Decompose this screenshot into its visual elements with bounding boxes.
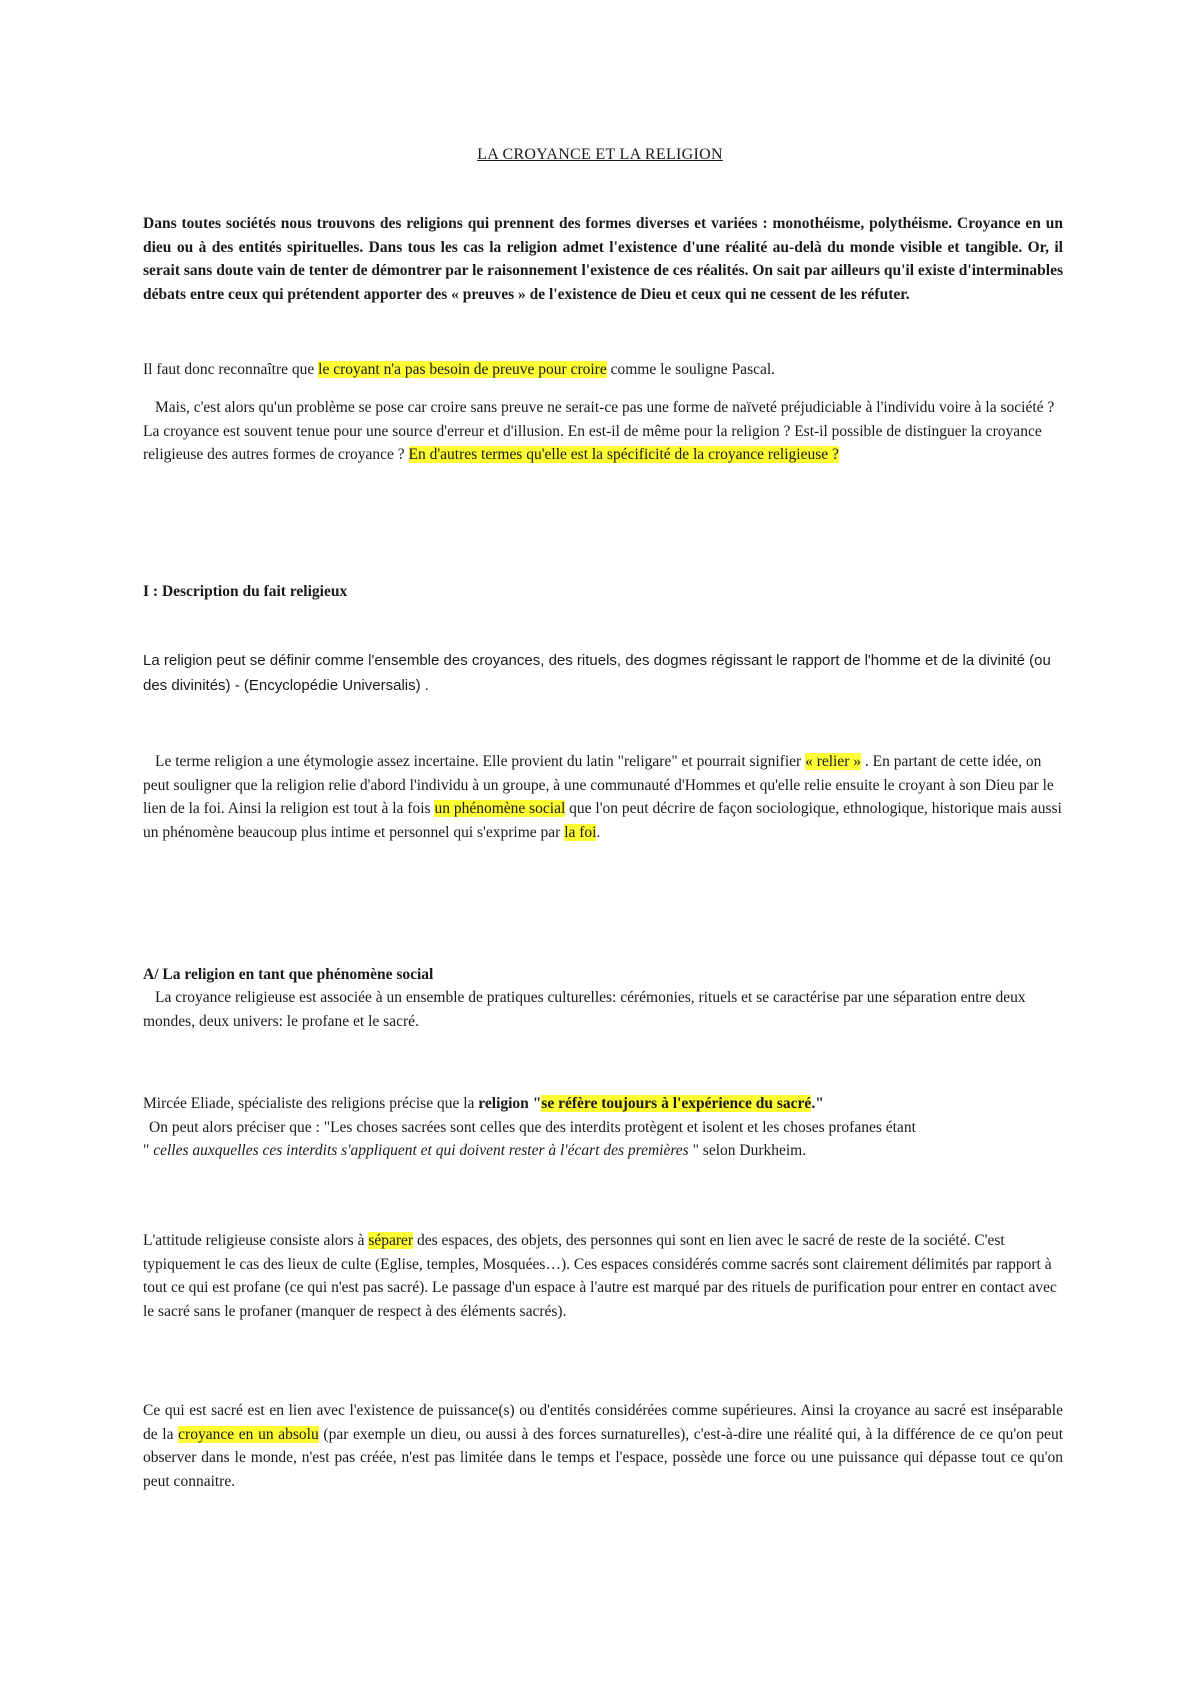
text-segment: Mircée Eliade, spécialiste des religions précise que la — [143, 1095, 479, 1112]
highlighted-text: un phénomène social — [434, 800, 566, 817]
text-segment: que l'on peut décrire de façon sociologique, ethnologique, historique mais aussi un phénomène beaucoup plus intime et personnel qui s'exprime par — [143, 800, 1062, 841]
highlighted-text: séparer — [368, 1232, 414, 1249]
text-segment: Mais, c'est alors qu'un problème se pose car croire sans preuve ne serait-ce pas une forme de naïveté préjudiciable à l'individu voire à la société ? La croyance est souvent tenue pour une source d'erreur et d'illusion. En est-il de même pour la religion ? Est-il possible de distinguer la croyance religieuse des autres formes de croyance ? — [143, 399, 1055, 463]
text-segment: " — [528, 1095, 542, 1112]
highlighted-text: En d'autres termes qu'elle est la spécificité de la croyance religieuse ? — [408, 446, 839, 463]
durkheim-quote-line — [143, 1139, 1063, 1163]
highlighted-text: croyance en un absolu — [178, 1425, 319, 1443]
text-segment: des espaces, des objets, des personnes qui sont en lien avec le sacré de reste de la société. C'est typiquement le cas des lieux de culte (Eglise, temples, Mosquées…). Ces espaces considérés comme sacrés sont clairement délimités par rapport à tout ce qui est profane (ce qui n'est pas sacré). Le passage d'un espace à l'autre est marqué par des rituels de purification pour entrer en contact avec le sacré sans le profaner (manquer de respect à des éléments sacrés). — [143, 1232, 1057, 1320]
paragraph-problem — [143, 396, 1063, 467]
text-segment: (par exemple un dieu, ou aussi à des forces surnaturelles), c'est-à-dire une réalité qui, à la différence de ce qu'on peut observer dans le monde, n'est pas créée, n'est pas limitée dans le temps et l'espace, possède une force ou une puissance qui dépasse tout ce qu'on peut connaitre. — [143, 1425, 1063, 1490]
paragraph-separation — [143, 1229, 1063, 1323]
intro-paragraph: Dans toutes sociétés nous trouvons des religions qui prennent des formes diverses et variées : monothéisme, polythéisme. Croyance en un dieu ou à des entités spirituelles. Dans tous les cas la religion admet l'existence d'une réalité au-delà du monde visible et tangible. Or, il serait sans doute vain de tenter de démontrer par le raisonnement l'existence de ces réalités. On sait par ailleurs qu'il existe d'interminables débats entre ceux qui prétendent apporter des « preuves » de l'existence de Dieu et ceux qui ne cessent de les réfuter. — [143, 215, 1063, 303]
highlighted-text: se réfère toujours à l'expérience du sacré — [541, 1095, 812, 1112]
highlighted-text: la foi — [564, 823, 597, 841]
text-segment: . En partant de cette idée, on peut souligner que la religion relie d'abord l'individu à un groupe, à une communauté d'Hommes et qu'elle relie ensuite le croyant à son Dieu par le lien de la foi. Ainsi la religion est tout à la fois — [143, 753, 1054, 817]
text-segment: " selon Durkheim. — [692, 1142, 807, 1159]
text-segment: Le terme religion a une étymologie assez incertaine. Elle provient du latin "religare" et pourrait signifier — [155, 753, 806, 770]
text-segment: ." — [811, 1095, 824, 1112]
italic-text: celles auxquelles ces interdits s'appliquent et qui doivent rester à l'écart des premières — [149, 1142, 693, 1159]
paragraph-social — [143, 986, 1063, 1033]
paragraph-pascal — [143, 358, 1063, 382]
text-segment: Ce qui est sacré est en lien avec l'existence de puissance(s) ou d'entités considérées comme supérieures. Ainsi la croyance au sacré est inséparable de la — [143, 1402, 1063, 1443]
text-segment: Il faut donc reconnaître que — [143, 361, 319, 378]
paragraph-etymology — [143, 750, 1063, 844]
text-segment: La croyance religieuse est associée à un ensemble de pratiques culturelles: cérémonies, rituels et se caractérise par une séparation entre deux mondes, deux univers: le profane et le sacré. — [143, 989, 1026, 1030]
text-segment: On peut alors préciser que : "Les choses sacrées sont celles que des interdits protègent et isolent et les choses profanes étant — [149, 1118, 916, 1136]
document-title: LA CROYANCE ET LA RELIGION — [477, 146, 723, 163]
paragraph-absolute — [143, 1399, 1063, 1493]
bold-text: religion — [478, 1095, 529, 1112]
paragraph-eliade — [143, 1092, 1063, 1163]
section-heading-2: A/ La religion en tant que phénomène social — [143, 966, 434, 983]
highlighted-text: le croyant n'a pas besoin de preuve pour croire — [318, 361, 607, 378]
eliade-line — [143, 1092, 1063, 1116]
paragraph-definition: La religion peut se définir comme l'ensemble des croyances, des rituels, des dogmes régissant le rapport de l'homme et de la divinité (ou des divinités) - (Encyclopédie Universalis) . — [143, 652, 1051, 694]
durkheim-line — [143, 1116, 1063, 1140]
text-segment: " — [143, 1142, 150, 1159]
text-segment: comme le souligne Pascal. — [606, 361, 776, 378]
highlighted-text: « relier » — [805, 753, 862, 770]
text-segment: . — [596, 823, 601, 841]
text-segment: L'attitude religieuse consiste alors à — [143, 1232, 369, 1249]
section-heading-1: I : Description du fait religieux — [143, 583, 348, 600]
